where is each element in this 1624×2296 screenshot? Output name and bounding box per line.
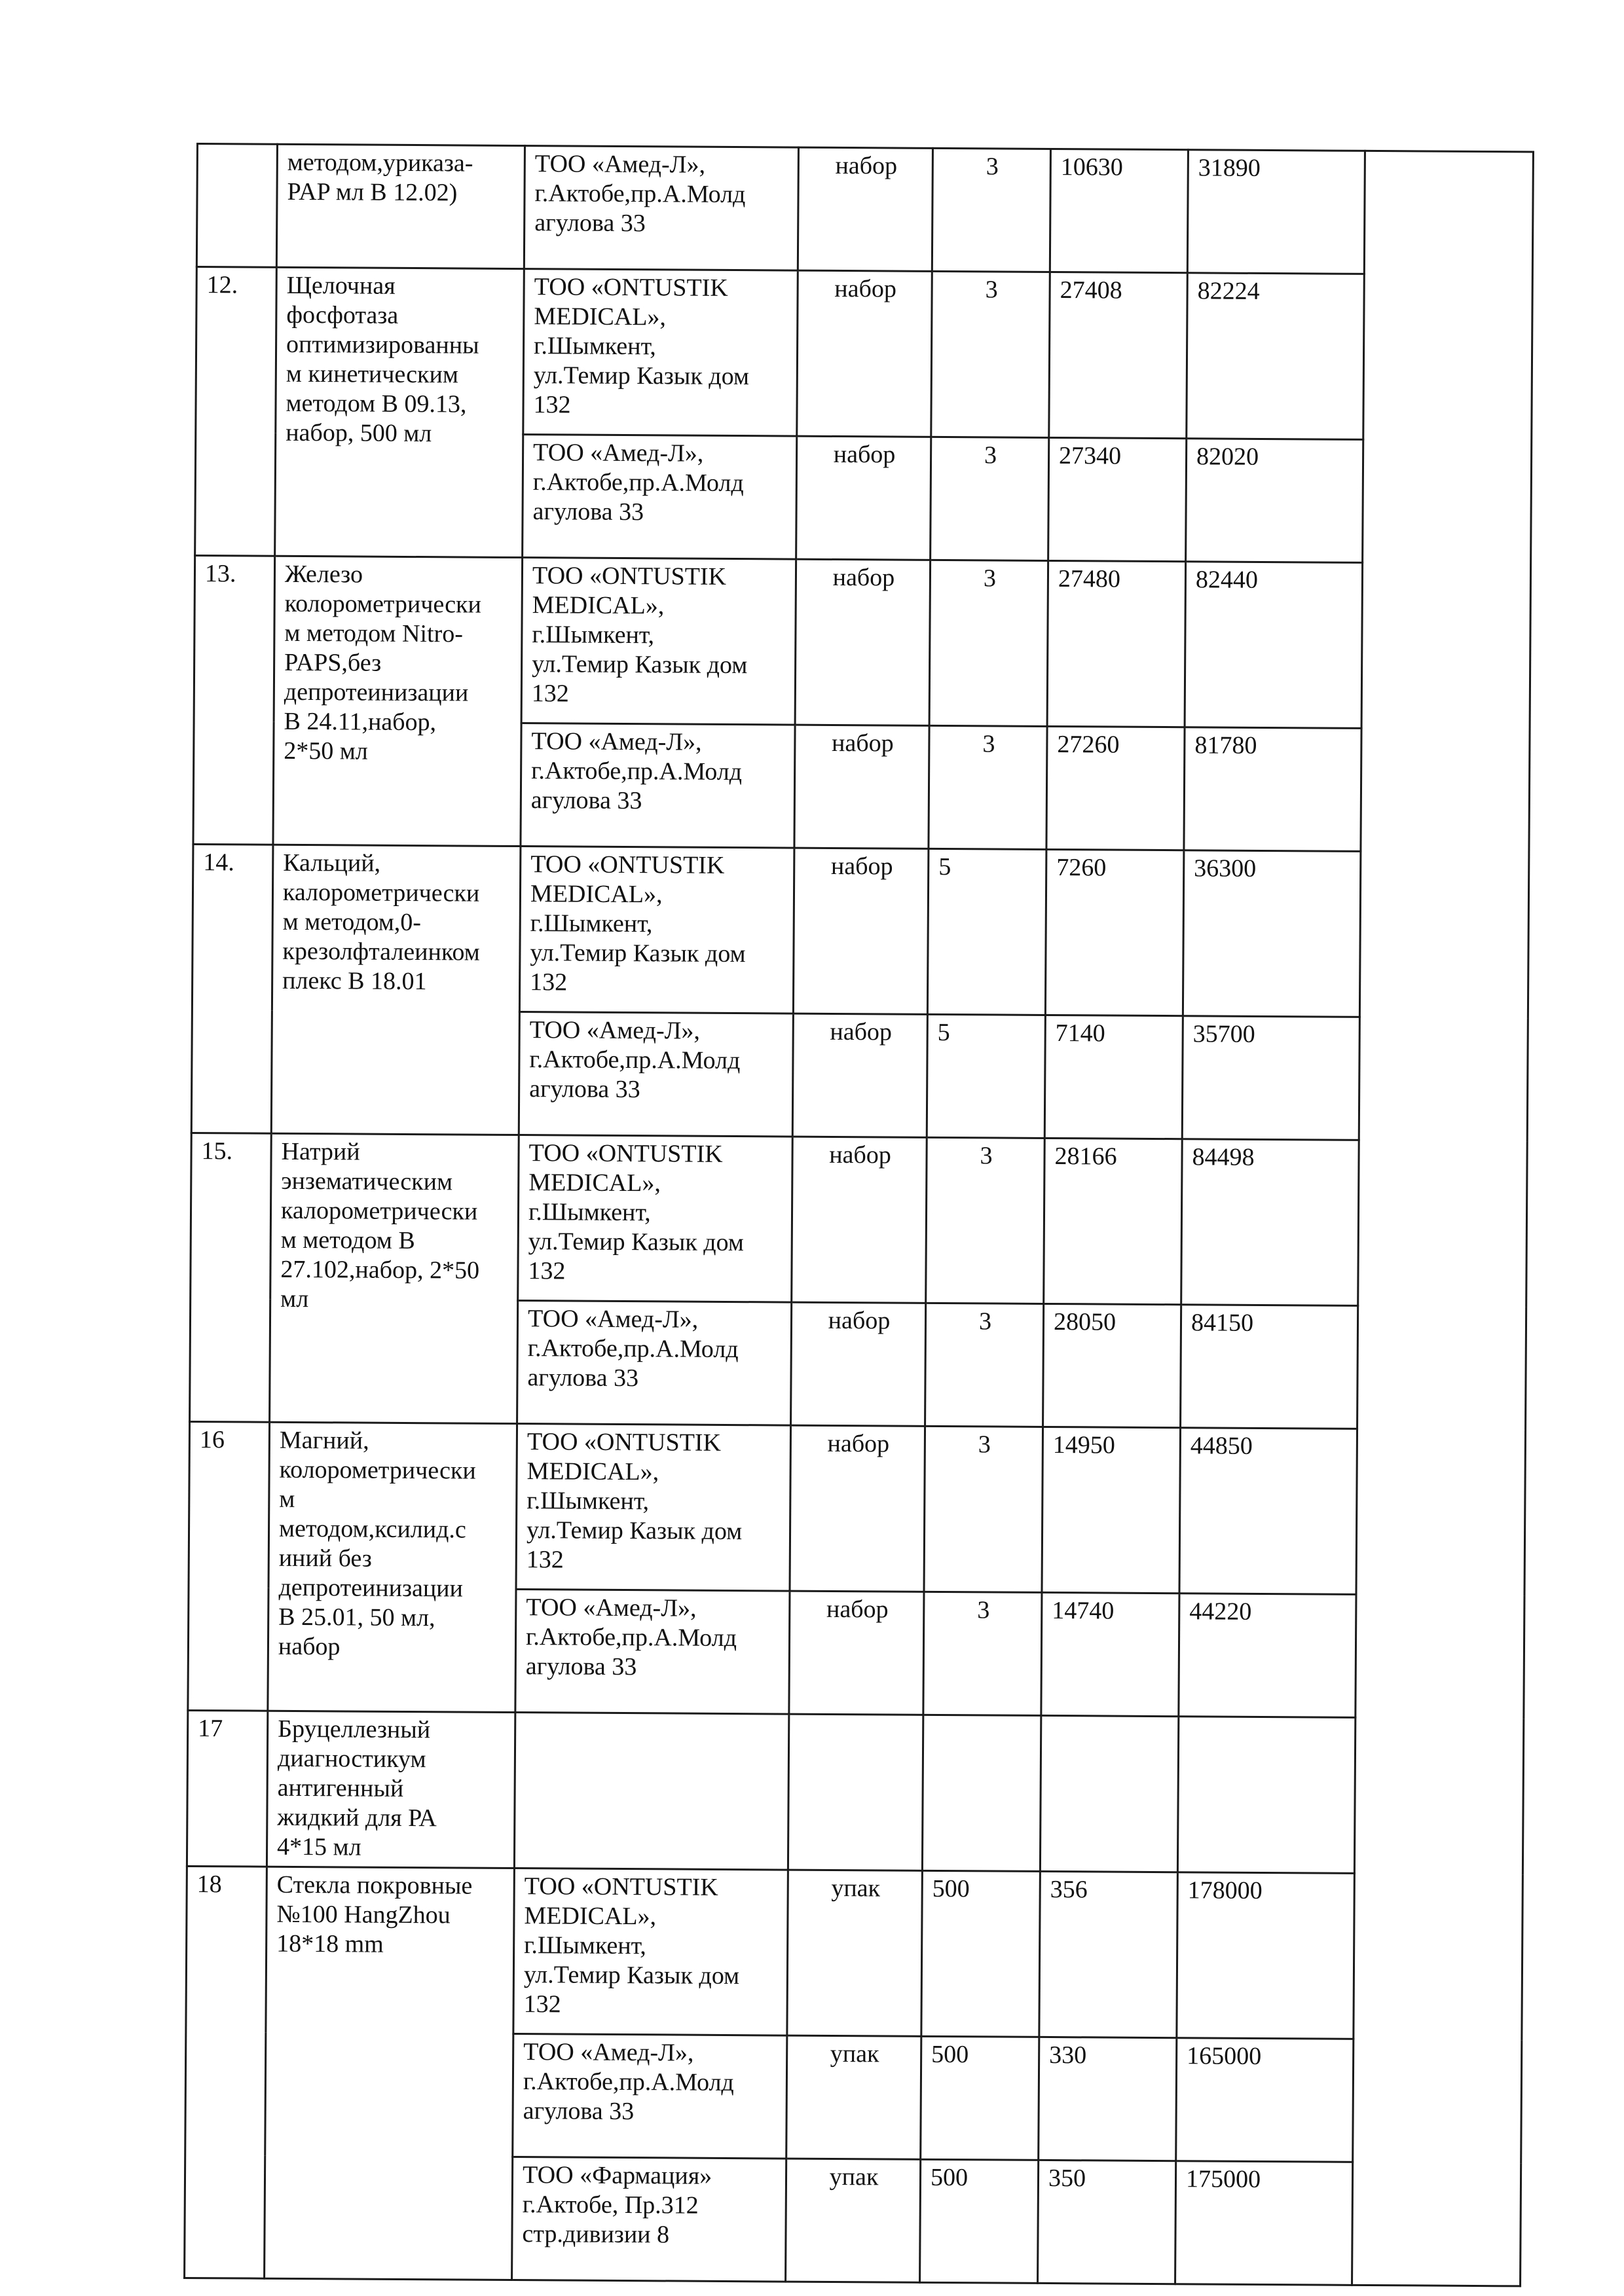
item-name-line: методом,уриказа- xyxy=(287,148,473,177)
unit-cell: набор xyxy=(793,848,929,1014)
item-number: 14. xyxy=(191,844,273,1133)
item-name-line: крезолфталеинком xyxy=(282,937,480,966)
total-sum-cell: 36300 xyxy=(1183,850,1361,1017)
unit-cell xyxy=(788,1714,923,1870)
unit-price-cell: 27480 xyxy=(1047,560,1186,727)
table-row xyxy=(187,1710,1523,1874)
total-sum-cell xyxy=(1177,1717,1355,1874)
supplier-line: ул.Темир Казык дом xyxy=(533,361,750,391)
quantity-cell: 3 xyxy=(932,148,1050,272)
supplier-line: агулова 33 xyxy=(529,1075,640,1104)
supplier-line: ТОО «ONTUSTIK xyxy=(530,850,725,879)
unit-cell: набор xyxy=(796,436,931,560)
table-row xyxy=(186,1866,1523,2039)
unit-cell: набор xyxy=(789,1591,924,1715)
supplier-line: г.Актобе,пр.А.Молд xyxy=(527,1334,739,1364)
item-name-line: Щелочная xyxy=(286,271,396,300)
supplier-line: ТОО «Амед-Л», xyxy=(532,439,704,467)
item-name-line: 2*50 мл xyxy=(284,737,368,765)
unit-price-cell: 27408 xyxy=(1049,272,1188,438)
total-sum-cell: 35700 xyxy=(1182,1016,1359,1140)
item-name-line: Бруцеллезный xyxy=(278,1715,431,1744)
supplier-cell xyxy=(516,1424,791,1592)
quantity-cell: 3 xyxy=(931,271,1050,437)
supplier-line: 132 xyxy=(528,1257,566,1285)
item-number: 15. xyxy=(190,1133,272,1422)
supplier-line: агулова 33 xyxy=(525,1652,637,1681)
unit-cell: набор xyxy=(795,559,931,725)
supplier-cell xyxy=(521,723,795,848)
unit-price-cell xyxy=(1040,1715,1178,1872)
item-name-line: м методом В xyxy=(280,1226,415,1255)
unit-price-cell: 28166 xyxy=(1044,1138,1183,1304)
unit-price-cell: 7140 xyxy=(1044,1015,1183,1139)
quantity-cell: 3 xyxy=(929,560,1048,726)
empty-notes-cell xyxy=(1361,728,1530,852)
total-sum-cell: 84498 xyxy=(1181,1139,1359,1306)
quantity-cell: 3 xyxy=(923,1592,1042,1715)
empty-notes-cell xyxy=(1361,562,1531,729)
item-name-line: 18*18 mm xyxy=(276,1929,384,1958)
item-name-line: методом,ксилид.с xyxy=(278,1514,467,1544)
supplier-cell xyxy=(513,2034,787,2159)
table-row xyxy=(196,144,1533,275)
supplier-line: MEDICAL», xyxy=(532,591,665,620)
supplier-line: г.Шымкент, xyxy=(524,1931,647,1960)
quantity-cell: 5 xyxy=(927,1014,1045,1138)
supplier-line: ТОО «Амед-Л», xyxy=(526,1594,697,1622)
supplier-cell xyxy=(519,847,794,1014)
supplier-line: агулова 33 xyxy=(527,1364,639,1393)
unit-cell: набор xyxy=(790,1425,925,1592)
unit-price-cell: 10630 xyxy=(1050,149,1188,272)
item-name-line: Натрий xyxy=(281,1137,360,1166)
unit-price-cell: 356 xyxy=(1039,1871,1178,2037)
unit-cell: набор xyxy=(797,270,932,437)
quantity-cell: 3 xyxy=(924,1426,1043,1592)
table-row xyxy=(194,555,1531,729)
item-name-line: плекс В 18.01 xyxy=(282,966,427,996)
supplier-line: ул.Темир Казык дом xyxy=(526,1516,743,1546)
unit-cell: набор xyxy=(794,725,929,848)
unit-price-cell: 14950 xyxy=(1042,1427,1181,1593)
item-name-line: м методом Nitro- xyxy=(284,619,464,648)
total-sum-cell: 82224 xyxy=(1187,273,1365,440)
unit-price-cell: 27340 xyxy=(1048,437,1187,561)
item-name-line: набор, 500 мл xyxy=(286,418,432,448)
supplier-line: ТОО «ONTUSTIK xyxy=(534,273,728,302)
table-row xyxy=(196,267,1533,441)
supplier-cell xyxy=(513,1868,788,2036)
item-name-line: жидкий для РА xyxy=(277,1803,437,1832)
supplier-line: агулова 33 xyxy=(523,2097,635,2126)
empty-notes-cell xyxy=(1353,2039,1522,2163)
unit-cell: набор xyxy=(792,1137,927,1303)
item-name-line: Магний, xyxy=(279,1426,369,1455)
empty-notes-cell xyxy=(1354,1717,1523,1874)
supplier-line: MEDICAL», xyxy=(524,1902,657,1931)
quantity-cell: 3 xyxy=(931,437,1049,560)
supplier-line: агулова 33 xyxy=(530,786,642,815)
item-name-line: методом В 09.13, xyxy=(286,389,467,418)
supplier-line: г.Шымкент, xyxy=(532,621,655,649)
empty-notes-cell xyxy=(1356,1429,1526,1595)
unit-cell: упак xyxy=(786,2159,921,2282)
supplier-line: г.Актобе,пр.А.Молд xyxy=(534,179,746,209)
quantity-cell: 500 xyxy=(920,2159,1039,2283)
supplier-line: ТОО «Амед-Л», xyxy=(531,727,702,756)
supplier-cell xyxy=(512,2157,786,2282)
supplier-cell xyxy=(523,269,798,437)
unit-cell: упак xyxy=(787,1870,923,2036)
total-sum-cell: 44850 xyxy=(1179,1428,1357,1595)
supplier-cell xyxy=(515,1590,790,1715)
item-name-line: энзематическим xyxy=(281,1167,453,1196)
procurement-table xyxy=(183,143,1534,2287)
item-name-line: В 24.11,набор, xyxy=(284,707,437,737)
total-sum-cell: 82440 xyxy=(1185,562,1363,729)
supplier-line: 132 xyxy=(531,680,569,708)
item-name xyxy=(267,1711,515,1868)
item-name xyxy=(270,1133,519,1423)
supplier-line: г.Актобе,пр.А.Молд xyxy=(532,468,744,498)
item-name-line: депротеинизации xyxy=(284,678,469,707)
unit-price-cell: 350 xyxy=(1038,2160,1176,2284)
item-name-line: PAPS,без xyxy=(284,648,382,677)
empty-notes-cell xyxy=(1354,1873,1523,2040)
empty-notes-cell xyxy=(1364,151,1533,275)
quantity-cell xyxy=(922,1715,1041,1871)
item-name xyxy=(275,267,525,557)
item-name-line: мл xyxy=(280,1285,309,1313)
supplier-cell xyxy=(519,1012,793,1137)
item-name-line: Кальций, xyxy=(283,848,381,877)
item-number: 18 xyxy=(185,1866,267,2278)
item-name-line: калорометрически xyxy=(282,878,480,907)
item-name-line: диагностикум xyxy=(277,1744,426,1774)
total-sum-cell: 175000 xyxy=(1175,2161,1353,2286)
empty-notes-cell xyxy=(1352,2162,1521,2286)
supplier-line: MEDICAL», xyxy=(526,1457,659,1486)
item-name-line: иний без xyxy=(278,1544,372,1573)
supplier-line: агулова 33 xyxy=(532,498,644,526)
total-sum-cell: 82020 xyxy=(1186,439,1363,563)
supplier-line: MEDICAL», xyxy=(528,1169,661,1197)
unit-price-cell: 7260 xyxy=(1045,849,1184,1015)
quantity-cell: 5 xyxy=(927,848,1046,1015)
item-name-line: №100 HangZhou xyxy=(276,1900,451,1929)
item-name xyxy=(273,556,523,846)
item-number xyxy=(196,144,277,268)
table-row xyxy=(192,844,1529,1017)
item-name-line: PAP мл В 12.02) xyxy=(287,177,458,207)
supplier-line: ул.Темир Казык дом xyxy=(532,650,748,680)
unit-price-cell: 27260 xyxy=(1046,726,1185,850)
empty-notes-cell xyxy=(1358,1140,1528,1307)
quantity-cell: 500 xyxy=(921,1870,1041,2037)
item-name xyxy=(276,144,525,268)
supplier-line: г.Шымкент, xyxy=(530,909,653,938)
supplier-line: ТОО «ONTUSTIK xyxy=(532,562,727,591)
item-name-line: Железо xyxy=(284,560,363,589)
unit-price-cell: 14740 xyxy=(1041,1592,1179,1716)
supplier-line: 132 xyxy=(523,1990,561,2018)
total-sum-cell: 84150 xyxy=(1181,1305,1358,1429)
supplier-line: 132 xyxy=(530,968,568,996)
supplier-line: ул.Темир Казык дом xyxy=(528,1228,745,1257)
item-name xyxy=(265,1867,515,2280)
item-name-line: колорометрически xyxy=(279,1455,476,1485)
item-name-line: набор xyxy=(278,1632,341,1661)
quantity-cell: 500 xyxy=(921,2036,1039,2160)
supplier-line: г.Актобе,пр.А.Молд xyxy=(523,2068,734,2097)
supplier-line: MEDICAL», xyxy=(534,302,667,331)
total-sum-cell: 81780 xyxy=(1184,727,1361,852)
quantity-cell: 3 xyxy=(926,1137,1045,1303)
supplier-line: ТОО «ONTUSTIK xyxy=(526,1428,722,1457)
table-row xyxy=(189,1421,1526,1595)
empty-notes-cell xyxy=(1359,1017,1528,1141)
supplier-line: агулова 33 xyxy=(534,209,646,238)
empty-notes-cell xyxy=(1363,439,1532,564)
unit-cell: набор xyxy=(798,147,932,271)
supplier-line: г.Актобе,пр.А.Молд xyxy=(529,1046,741,1075)
item-number: 13. xyxy=(193,555,275,845)
supplier-line: ТОО «Фармация» xyxy=(522,2161,712,2190)
supplier-line: г.Шымкент, xyxy=(526,1487,650,1516)
table-row xyxy=(191,1133,1528,1306)
supplier-line: ТОО «ONTUSTIK xyxy=(524,1872,718,1901)
supplier-cell xyxy=(521,558,796,725)
empty-notes-cell xyxy=(1359,851,1529,1018)
supplier-line: г.Шымкент, xyxy=(528,1198,651,1227)
supplier-cell xyxy=(524,146,798,271)
supplier-cell xyxy=(523,435,797,560)
quantity-cell: 3 xyxy=(929,725,1047,849)
item-name-line: фосфотаза xyxy=(286,301,399,329)
item-name-line: В 25.01, 50 мл, xyxy=(278,1603,435,1632)
item-name-line: м xyxy=(279,1485,295,1513)
item-name-line: 4*15 мл xyxy=(276,1832,361,1861)
unit-cell: набор xyxy=(792,1013,927,1137)
procurement-table-wrapper xyxy=(183,143,1532,2287)
supplier-line: ТОО «Амед-Л», xyxy=(534,150,706,179)
supplier-line: стр.дивизии 8 xyxy=(522,2220,670,2249)
supplier-cell xyxy=(514,1713,788,1870)
item-name-line: м методом,0- xyxy=(282,907,422,937)
empty-notes-cell xyxy=(1363,274,1533,441)
empty-notes-cell xyxy=(1356,1594,1524,1719)
total-sum-cell: 31890 xyxy=(1187,150,1365,274)
total-sum-cell: 165000 xyxy=(1176,2038,1354,2162)
supplier-line: г.Актобе,пр.А.Молд xyxy=(525,1623,737,1652)
unit-price-cell: 28050 xyxy=(1043,1303,1181,1427)
unit-price-cell: 330 xyxy=(1039,2037,1177,2160)
supplier-line: г.Актобе, Пр.312 xyxy=(522,2191,699,2219)
supplier-cell xyxy=(517,1301,792,1426)
unit-cell: упак xyxy=(786,2035,921,2159)
item-name-line: антигенный xyxy=(277,1774,404,1802)
table-body xyxy=(185,144,1534,2286)
supplier-line: ТОО «ONTUSTIK xyxy=(528,1139,723,1168)
item-number: 16 xyxy=(188,1421,270,1711)
quantity-cell: 3 xyxy=(925,1303,1044,1427)
unit-cell: набор xyxy=(791,1302,926,1426)
item-name-line: депротеинизации xyxy=(278,1573,464,1603)
supplier-line: MEDICAL», xyxy=(530,880,663,909)
supplier-line: ул.Темир Казык дом xyxy=(523,1961,740,1990)
supplier-cell xyxy=(518,1135,793,1303)
item-name-line: оптимизированны xyxy=(286,330,479,359)
item-number: 12. xyxy=(195,267,277,556)
supplier-line: ТОО «Амед-Л», xyxy=(527,1305,699,1334)
item-name xyxy=(268,1422,517,1712)
supplier-line: ТОО «Амед-Л», xyxy=(523,2038,694,2067)
supplier-line: 132 xyxy=(526,1546,564,1574)
item-name-line: колорометрически xyxy=(284,589,482,619)
total-sum-cell: 44220 xyxy=(1179,1594,1356,1718)
supplier-line: ул.Темир Казык дом xyxy=(530,939,746,968)
empty-notes-cell xyxy=(1357,1305,1526,1430)
supplier-line: 132 xyxy=(533,391,571,419)
item-name-line: калорометрически xyxy=(280,1196,478,1226)
supplier-line: г.Актобе,пр.А.Молд xyxy=(531,757,743,786)
supplier-line: г.Шымкент, xyxy=(533,332,656,361)
supplier-line: ТОО «Амед-Л», xyxy=(529,1016,701,1045)
total-sum-cell: 178000 xyxy=(1177,1872,1355,2039)
item-name-line: Стекла покровные xyxy=(276,1870,473,1900)
item-name-line: м кинетическим xyxy=(286,359,459,389)
item-name-line: 27.102,набор, 2*50 xyxy=(280,1255,480,1285)
item-number: 17 xyxy=(187,1710,267,1867)
item-name xyxy=(271,845,521,1135)
